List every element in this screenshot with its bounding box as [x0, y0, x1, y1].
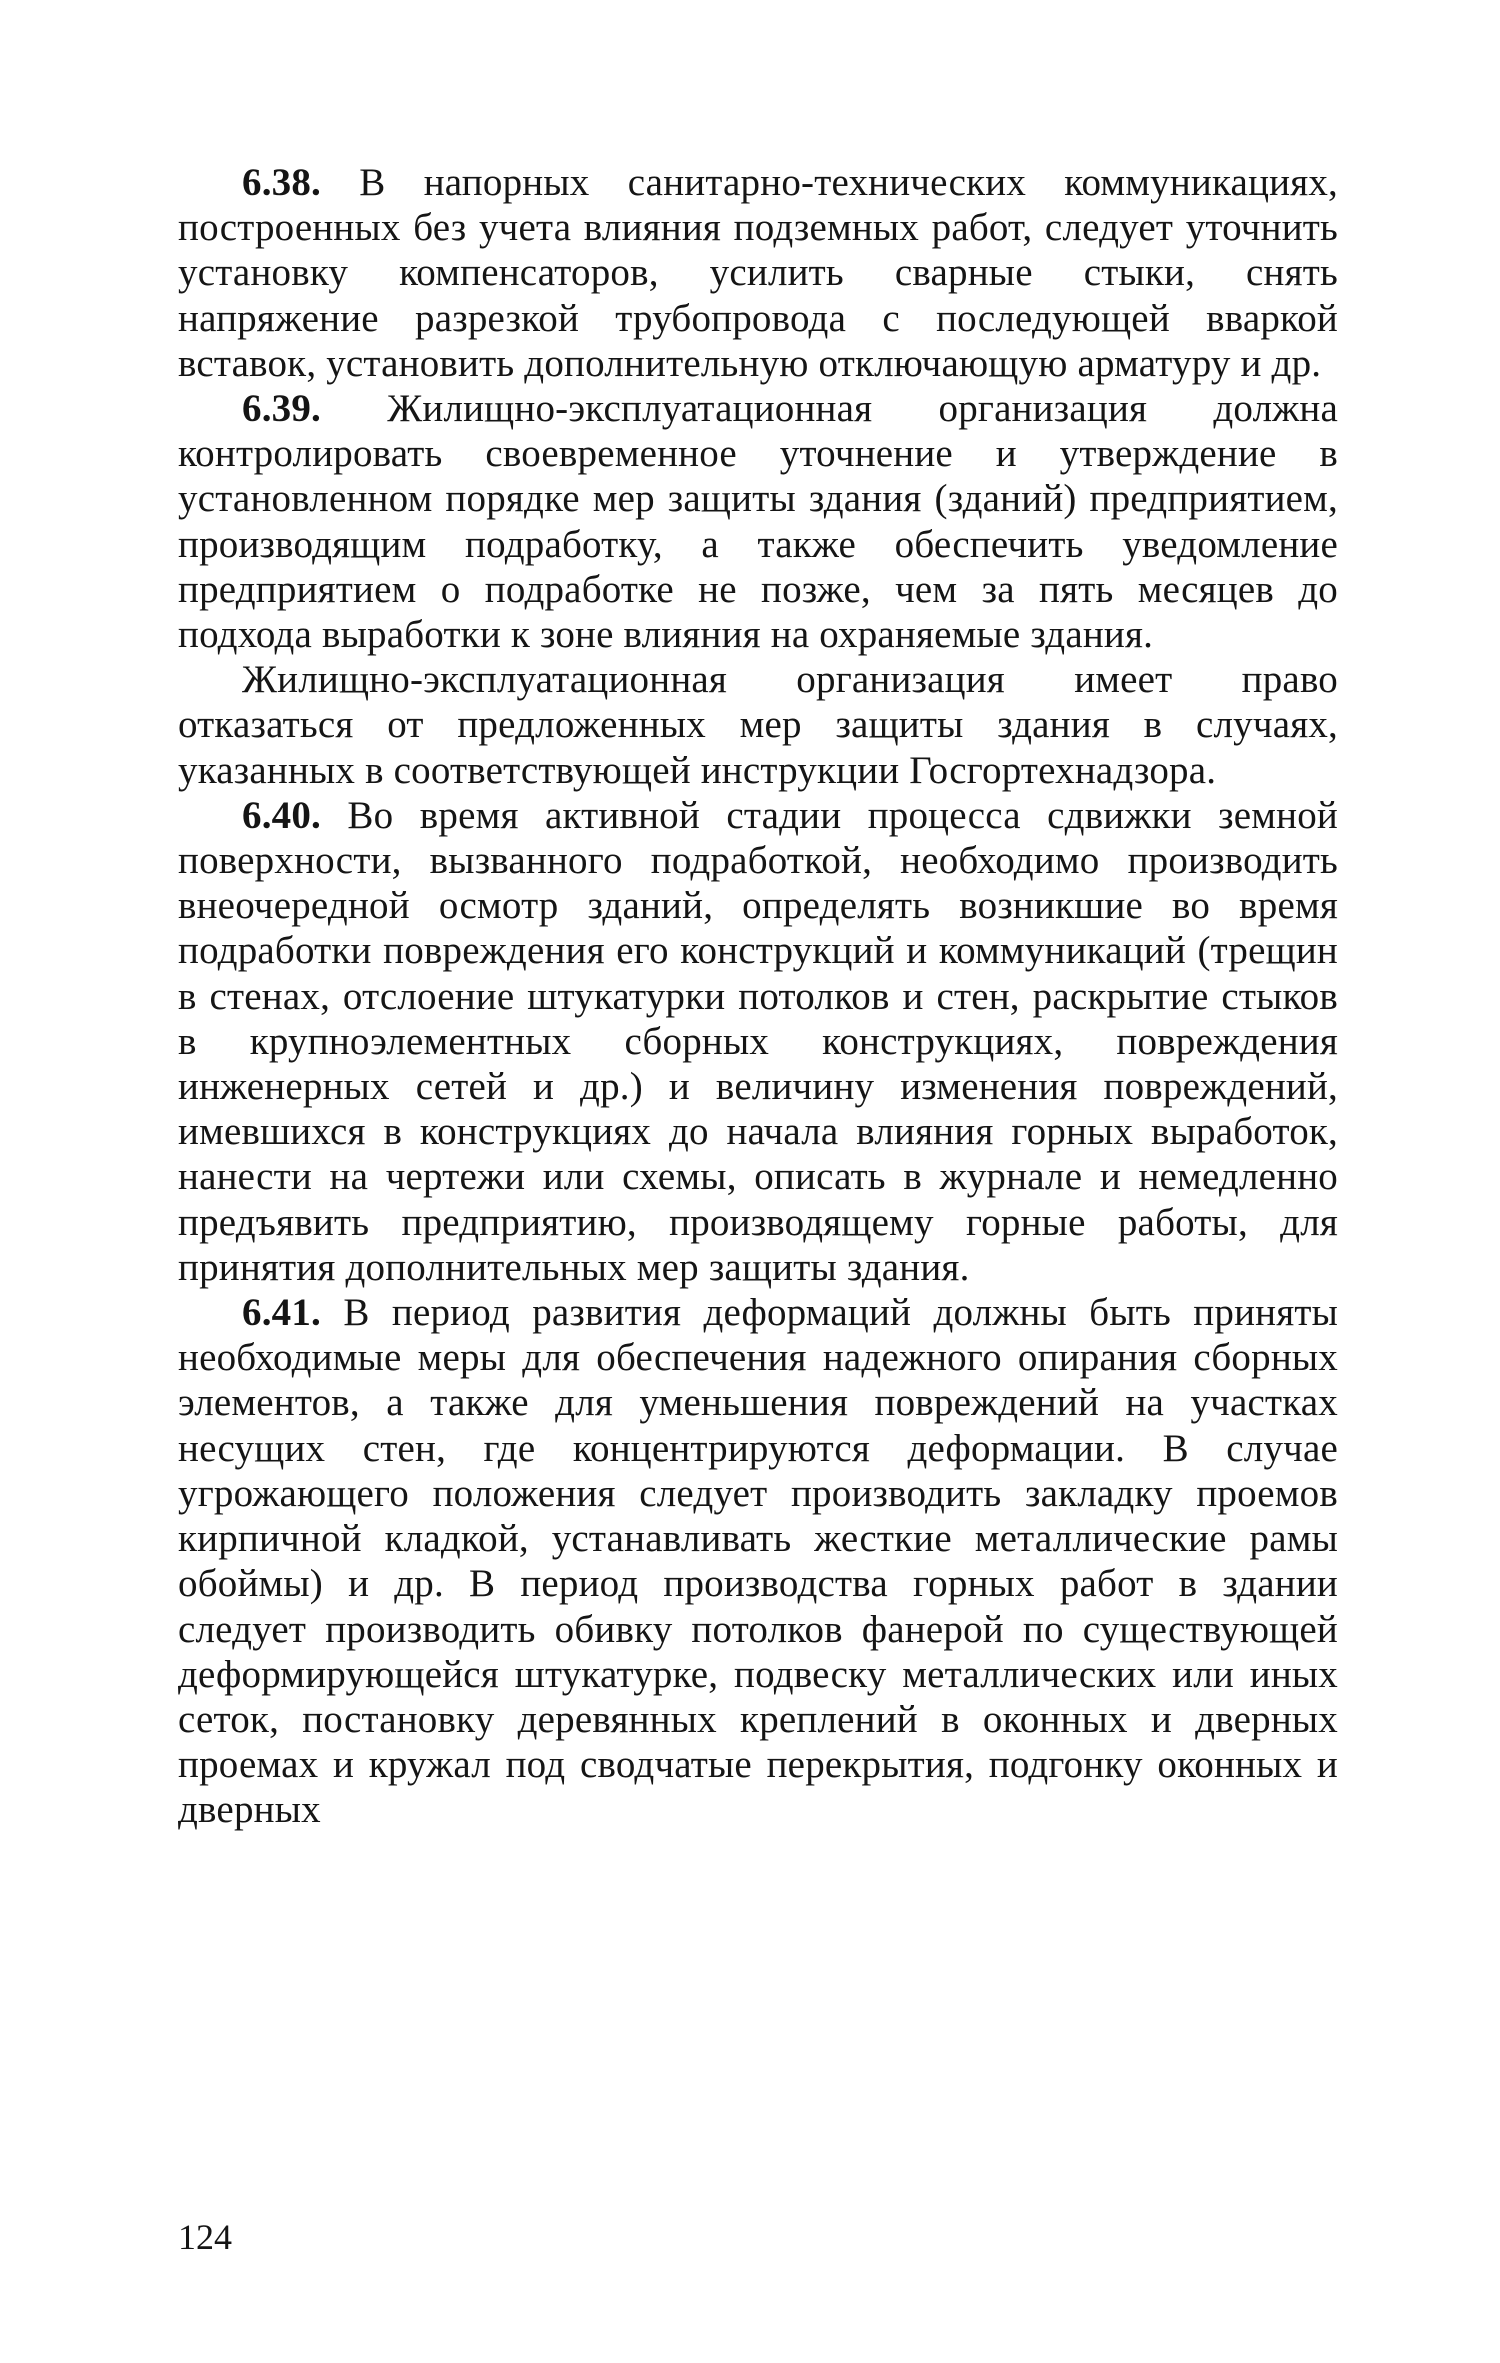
paragraph-number: 6.39. [242, 387, 321, 431]
paragraph-6-40 [178, 793, 1338, 1290]
paragraph-6-38 [178, 160, 1338, 386]
paragraph-6-39-continued [178, 657, 1338, 793]
body-text [178, 160, 1338, 1833]
paragraph-number: 6.40. [242, 793, 321, 837]
paragraph-number: 6.38. [242, 161, 321, 204]
paragraph-6-41 [178, 1290, 1338, 1832]
paragraph-6-39 [178, 386, 1338, 657]
paragraph-text: Жилищно-эксплуатационная организация должна контролировать своевременное уточнение и утверждение в установленном порядке мер защиты здания (зданий) предприятием, производящим подработку, а также обеспечить уведомление предприятием о подработке не позже, чем за пять месяцев до подхода выработки к зоне влияния на охраняемые здания. [178, 387, 1338, 657]
paragraph-number: 6.41. [242, 1291, 321, 1335]
paragraph-text: В напорных санитарно-технических коммуникациях, построенных без учета влияния подземных работ, следует уточнить установку компенсаторов, усилить сварные стыки, снять напряжение разрезкой трубопровода с последующей вваркой вставок, установить дополнительную отключающую арматуру и др. [178, 161, 1338, 385]
page-number: 124 [178, 2217, 232, 2257]
paragraph-text: В период развития деформаций должны быть приняты необходимые меры для обеспечения надежного опирания сборных элементов, а также для уменьшения повреждений на участках несущих стен, где концентрируются деформации. В случае угрожающего положения следует производить закладку проемов кирпичной кладкой, устанавливать жесткие металлические рамы обоймы) и др. В период производства горных работ в здании следует производить обивку потолков фанерой по существующей деформирующейся штукатурке, подвеску металлических или иных сеток, постановку деревянных креплений в оконных и дверных проемах и кружал под сводчатые перекрытия, подгонку оконных и дверных [178, 1291, 1339, 1832]
paragraph-text: Жилищно-эксплуатационная организация имеет право отказаться от предложенных мер защиты здания в случаях, указанных в соответствующей инструкции Госгортехнадзора. [178, 658, 1338, 792]
paragraph-text: Во время активной стадии процесса сдвижки земной поверхности, вызванного подработкой, необходимо производить внеочередной осмотр зданий, определять возникшие во время подработки повреждения его конструкций и коммуникаций (трещин в стенах, отслоение штукатурки потолков и стен, раскрытие стыков в крупноэлементных сборных конструкциях, повреждения инженерных сетей и др.) и величину изменения повреждений, имевшихся в конструкциях до начала влияния горных выработок, нанести на чертежи или схемы, описать в журнале и немедленно предъявить предприятию, производящему горные работы, для принятия дополнительных мер защиты здания. [178, 793, 1338, 1289]
